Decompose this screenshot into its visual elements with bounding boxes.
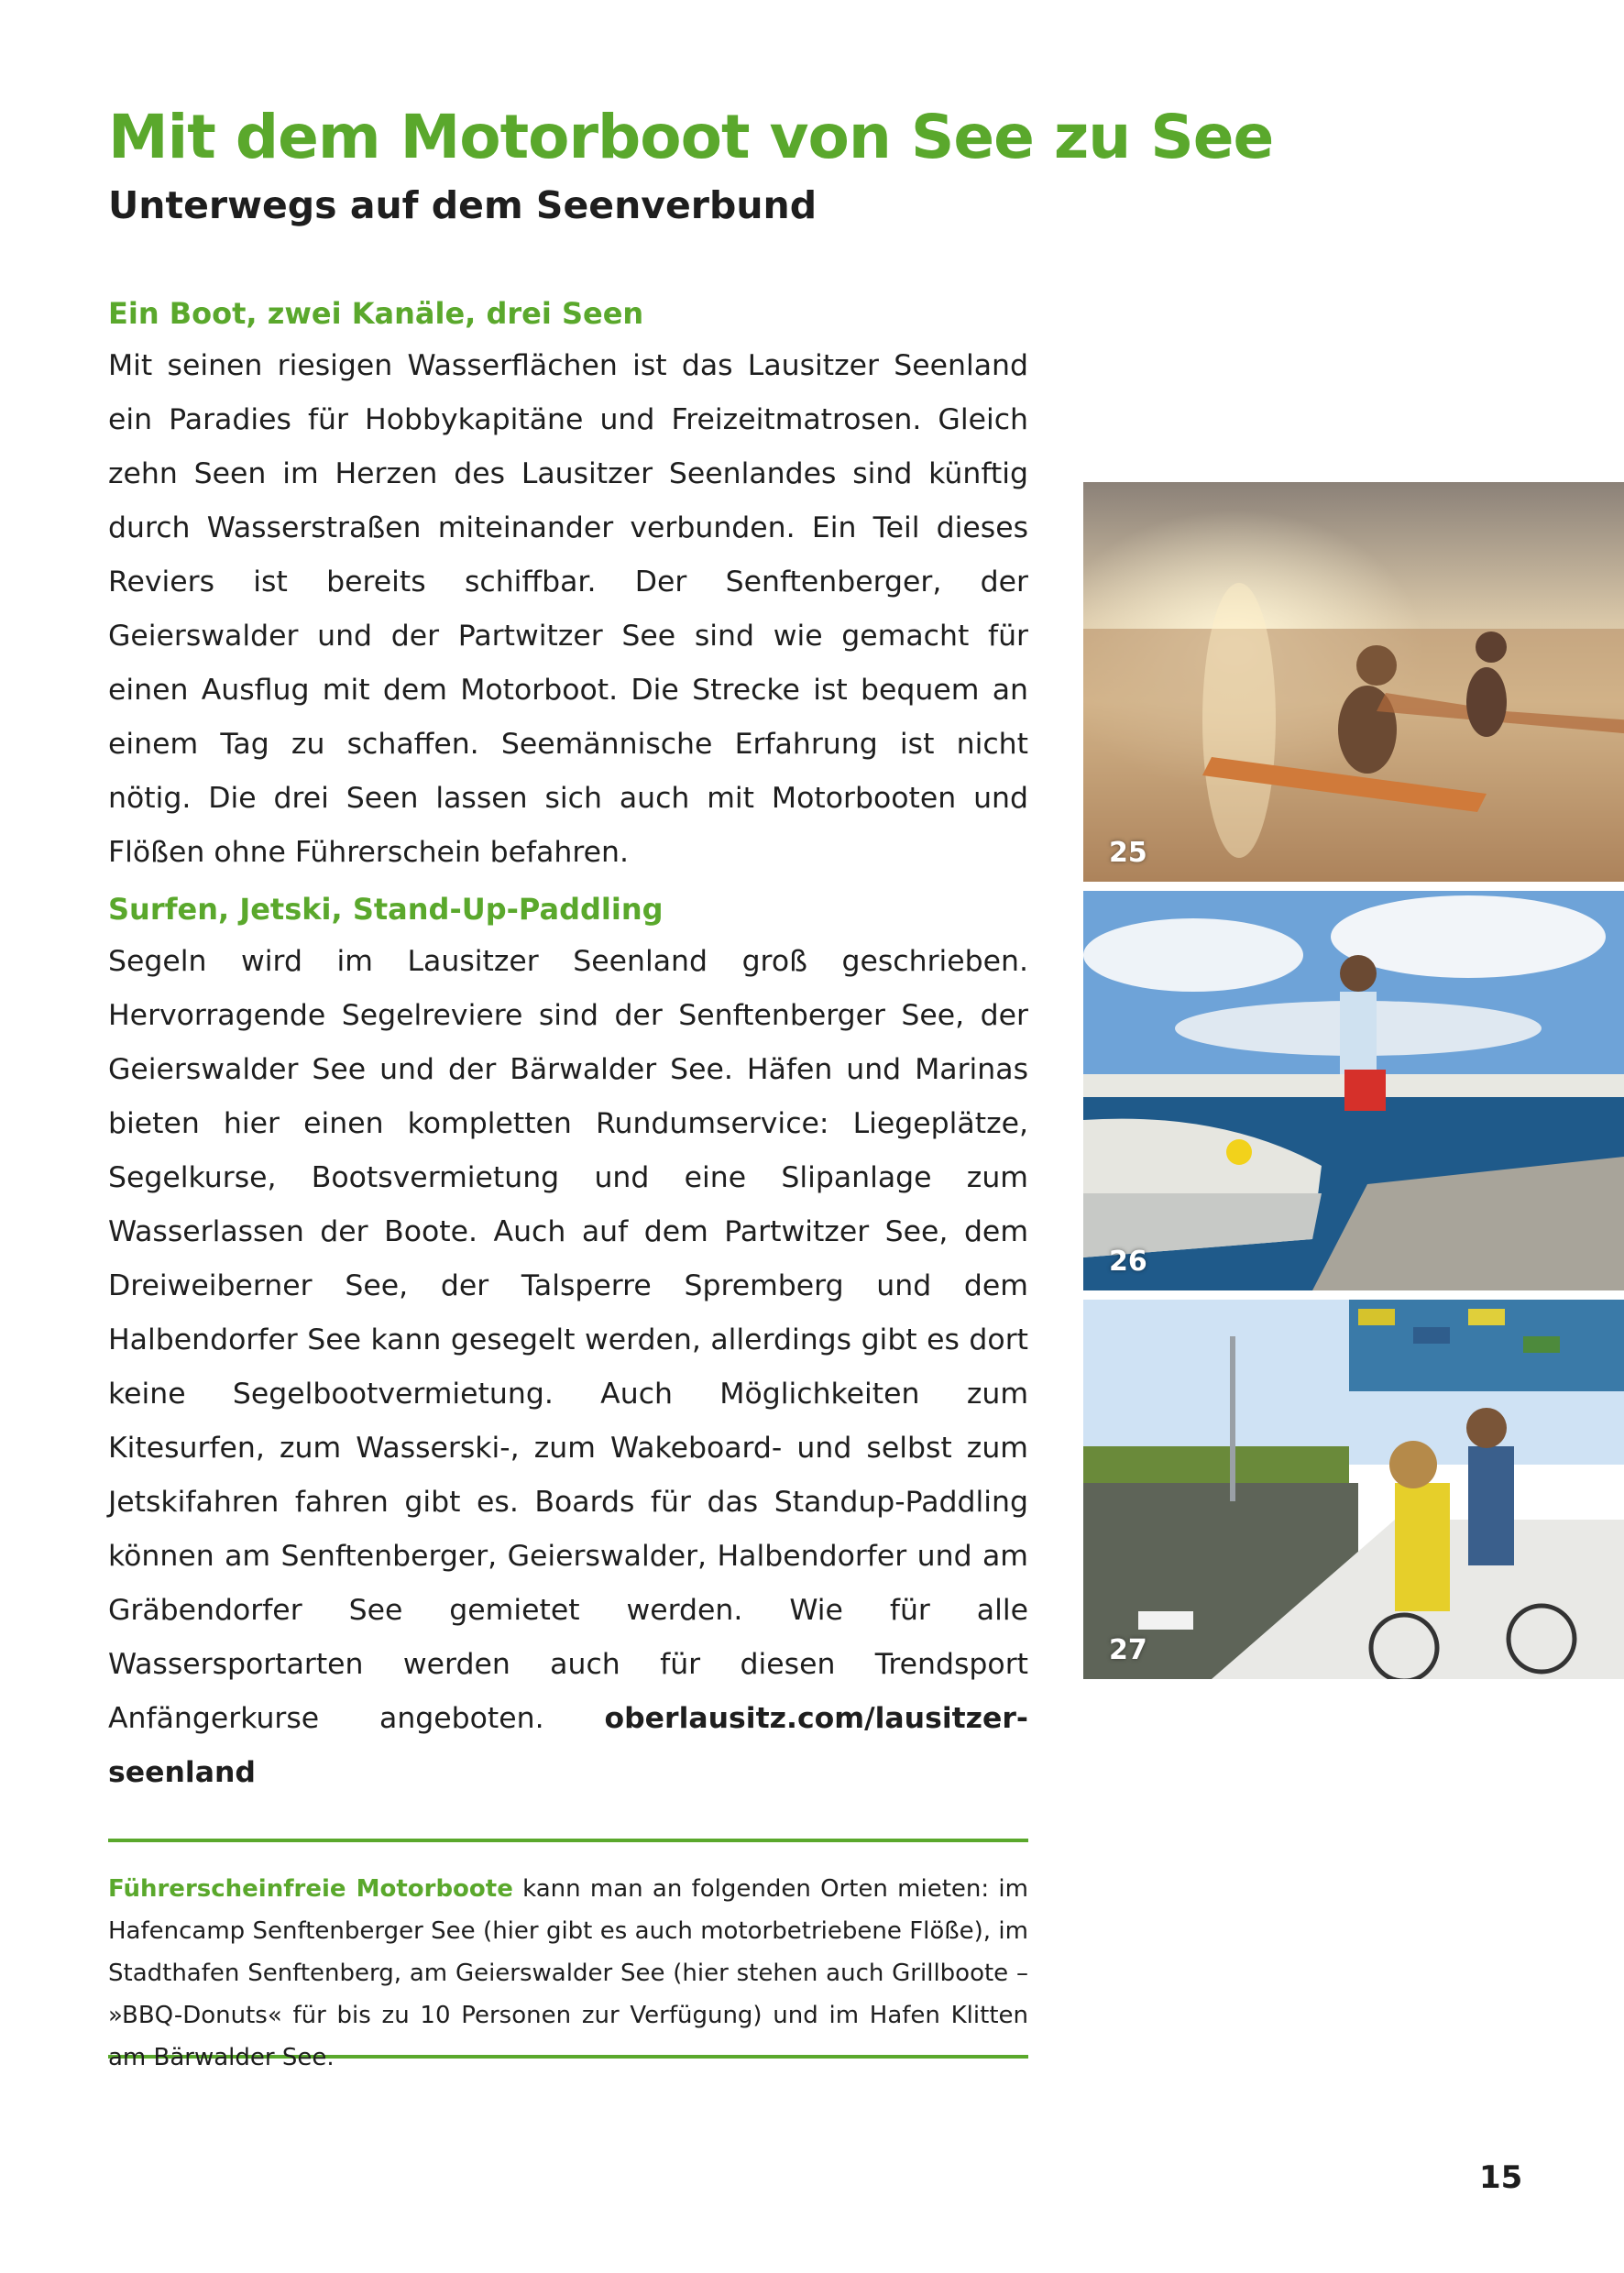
info-box (108, 1839, 1028, 2071)
info-body: kann man an folgenden Orten mieten: im Hafencamp Senftenberger See (hier gibt es auch motorbetriebene Flöße), im Stadthafen Senftenberg, am Geierswalder See (hier stehen auch Grillboote – »BBQ-Donuts« für bis zu 10 Personen zur Verfügung) und im Hafen Klitten am Bärwalder See. (108, 1875, 1028, 2071)
info-lead: Führerscheinfreie Motorboote (108, 1875, 513, 1903)
photo-paddleboard-sunset (1083, 482, 1624, 882)
photo-number: 26 (1109, 1246, 1147, 1278)
section-boat (108, 288, 1028, 880)
section-heading: Surfen, Jetski, Stand-Up-Paddling (108, 892, 664, 927)
marina-image (1083, 891, 1624, 1290)
info-text (108, 1868, 1028, 2079)
photo-canal-lock (1083, 1300, 1624, 1679)
canal-lock-image (1083, 1300, 1624, 1679)
paddleboard-image (1083, 482, 1624, 882)
website-link[interactable]: oberlausitz.com/lausitzer-seenland (108, 1702, 1028, 1789)
section-surfing (108, 884, 1028, 1800)
section-body-text: Segeln wird im Lausitzer Seenland groß geschrieben. Hervorragende Segelreviere sind der Senftenberger See, der Geierswalder See und der Bärwalder See. Häfen und Marinas bieten hier einen kompletten Rundumservice: Liegeplätze, Segelkurse, Bootsvermietung und eine Slipanlage zum Wasserlassen der Boote. Auch auf dem Partwitzer See, dem Dreiweiberner See, der Talsperre Spremberg und dem Halbendorfer See kann gesegelt werden, allerdings gibt es dort keine Segelbootvermietung. Auch Möglichkeiten zum Kitesurfen, zum Wasserski-, zum Wakeboard- und selbst zum Jetskifahren fahren gibt es. Boards für das Standup-Paddling können am Senftenberger, Geierswalder, Halbendorfer und am Gräbendorfer See gemietet werden. Wie für alle Wassersportarten werden auch für diesen Trendsport Anfängerkurse angeboten. (108, 945, 1028, 1735)
page-title: Mit dem Motorboot von See zu See (108, 102, 1274, 172)
page-subtitle: Unterwegs auf dem Seenverbund (108, 183, 817, 227)
section-heading: Ein Boot, zwei Kanäle, drei Seen (108, 296, 644, 331)
section-body: Mit seinen riesigen Wasserflächen ist das Lausitzer Seenland ein Paradies für Hobbykapitäne und Freizeitmatrosen. Gleich zehn Seen im Herzen des Lausitzer Seenlandes sind künftig durch Wasserstraßen miteinander verbunden. Ein Teil dieses Reviers ist bereits schiffbar. Der Senftenberger, der Geierswalder und der Partwitzer See sind wie gemacht für einen Ausflug mit dem Motorboot. Die Strecke ist bequem an einem Tag zu schaffen. Seemännische Erfahrung ist nicht nötig. Die drei Seen lassen sich auch mit Motorbooten und Flößen ohne Führerschein befahren. (108, 349, 1028, 869)
photo-number: 27 (1109, 1634, 1147, 1666)
photo-marina (1083, 891, 1624, 1290)
section-body (108, 935, 1028, 1800)
photo-number: 25 (1109, 837, 1147, 869)
page-number: 15 (1479, 2159, 1523, 2196)
